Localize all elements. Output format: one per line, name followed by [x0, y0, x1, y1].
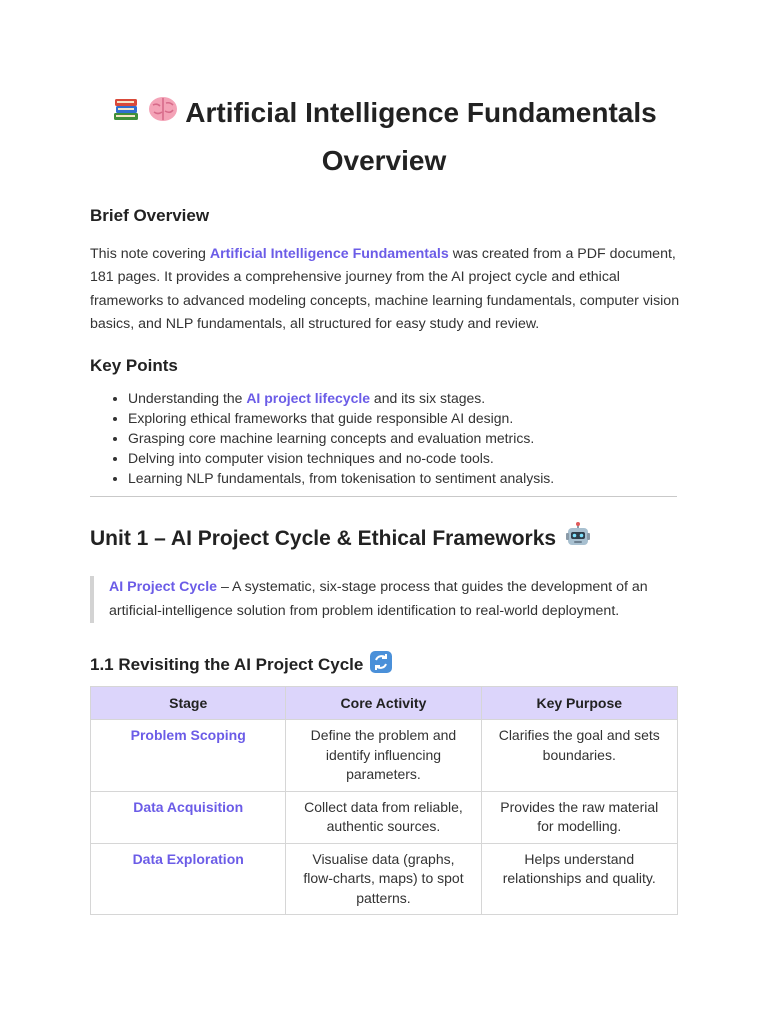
list-item: • Exploring ethical frameworks that guide responsible AI design.	[128, 408, 680, 428]
purpose-cell: Helps understand relationships and quality.	[481, 843, 677, 915]
cycle-arrows-icon	[369, 650, 393, 679]
stage-cell[interactable]: Problem Scoping	[91, 720, 286, 792]
page-title	[60, 90, 708, 184]
unit1-heading: Unit 1 – AI Project Cycle & Ethical Frameworks	[90, 522, 592, 556]
definition-blockquote: AI Project Cycle – A systematic, six-stage process that guides the development of an artificial-intelligence solution from problem identification to real-world deployment.	[90, 576, 677, 623]
activity-cell: Collect data from reliable, authentic sources.	[286, 791, 481, 843]
header-stage: Stage	[91, 687, 286, 720]
list-item: • Delving into computer vision techniques and no-code tools.	[128, 448, 680, 468]
stage-cell[interactable]: Data Exploration	[91, 843, 286, 915]
title-line2: Overview	[321, 144, 447, 176]
ai-project-cycle-table	[90, 686, 678, 915]
purpose-cell: Provides the raw material for modelling.	[481, 791, 677, 843]
divider	[90, 496, 677, 497]
title-line1: Artificial Intelligence Fundamentals	[185, 97, 657, 128]
brief-overview-text: This note covering Artificial Intelligence Fundamentals was created from a PDF document, 181 pages. It provides a comprehensive journey from the AI project cycle and ethical frameworks to advanced modeling concepts, machine learning fundamentals, computer vision basics, and NLP fundamentals, all structured for easy study and review.	[90, 246, 680, 332]
key-points-heading: Key Points	[90, 356, 178, 375]
table-row	[91, 720, 678, 792]
key-points-list	[90, 388, 680, 488]
brief-overview-heading: Brief Overview	[90, 206, 210, 225]
table-row	[91, 843, 678, 915]
robot-icon	[564, 522, 592, 556]
brain-icon	[147, 92, 179, 138]
definition-term[interactable]: AI Project Cycle	[109, 579, 218, 595]
table-header-row	[91, 687, 678, 720]
activity-cell: Visualise data (graphs, flow-charts, maps) to spot patterns.	[286, 843, 481, 915]
lifecycle-link[interactable]: AI project lifecycle	[246, 390, 371, 406]
header-core-activity: Core Activity	[286, 687, 481, 720]
section-1-1-heading: 1.1 Revisiting the AI Project Cycle	[90, 650, 393, 679]
list-item: • Grasping core machine learning concepts and evaluation metrics.	[128, 428, 680, 448]
books-icon	[111, 92, 141, 138]
list-item: • Understanding the AI project lifecycle and its six stages.	[128, 388, 680, 408]
list-item: • Learning NLP fundamentals, from tokenisation to sentiment analysis.	[128, 468, 680, 488]
brief-overview-link[interactable]: Artificial Intelligence Fundamentals	[209, 246, 449, 262]
stage-cell[interactable]: Data Acquisition	[91, 791, 286, 843]
purpose-cell: Clarifies the goal and sets boundaries.	[481, 720, 677, 792]
activity-cell: Define the problem and identify influencing parameters.	[286, 720, 481, 792]
table-row	[91, 791, 678, 843]
header-key-purpose: Key Purpose	[481, 687, 677, 720]
